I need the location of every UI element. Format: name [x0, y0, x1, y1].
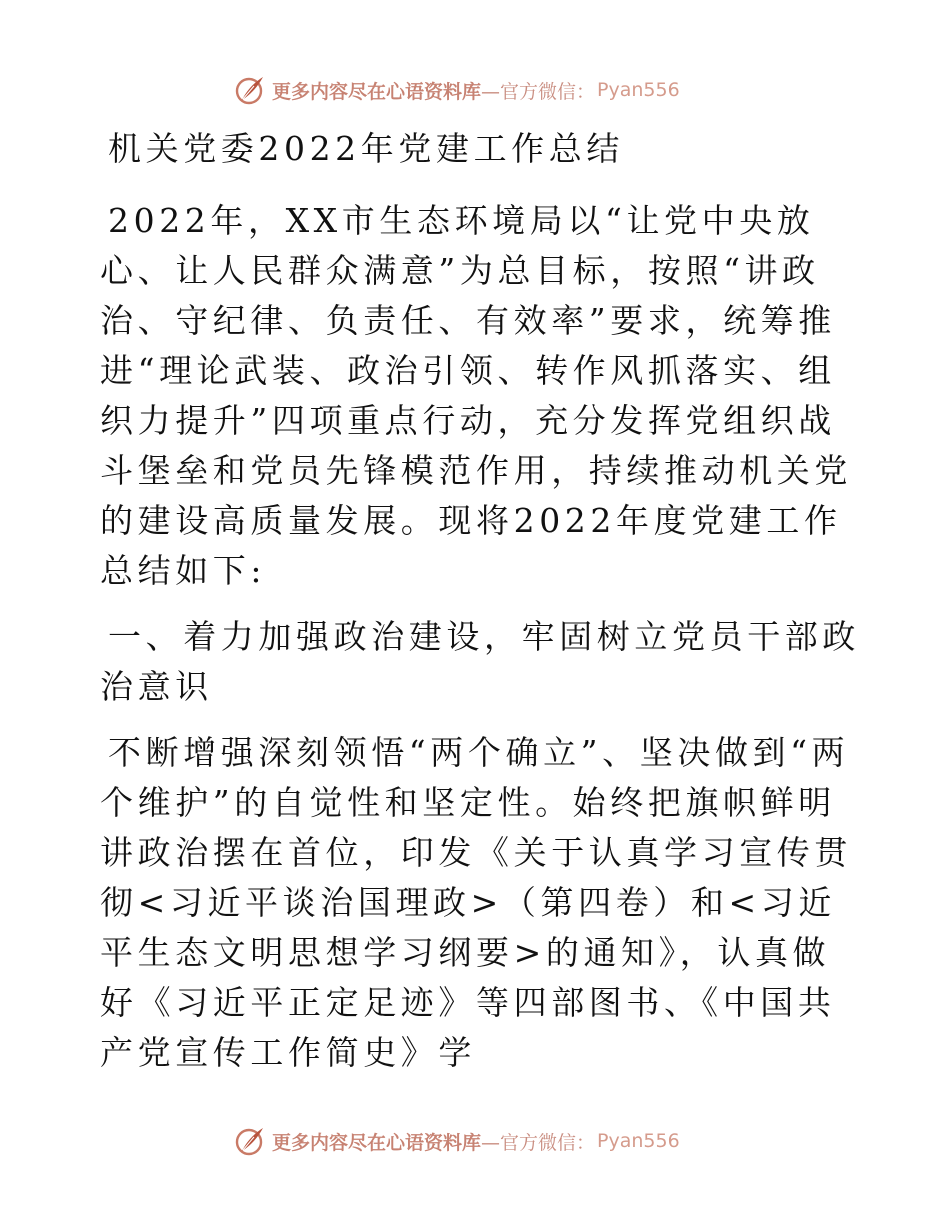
paragraph-section-1: 不断增强深刻领悟“两个确立”、坚决做到“两个维护”的自觉性和坚定性。始终把旗帜鲜明讲政治摆在首位，印发《关于认真学习宣传贯彻<习近平谈治国理政>（第四卷）和<习近平生态文明思想学习纲要>的通知》，认真做好《习近平正定足迹》等四部图书、《中国共产党宣传工作简史》学	[100, 733, 852, 1072]
watermark-main-text: 更多内容尽在心语资料库	[272, 80, 482, 103]
document-body	[100, 124, 860, 1078]
quill-circle-icon	[234, 74, 266, 106]
quill-circle-icon	[234, 1125, 266, 1157]
section-heading-1: 一、着力加强政治建设，牢固树立党员干部政治意识	[100, 617, 860, 706]
document-title: 机关党委2022年党建工作总结	[108, 129, 624, 168]
watermark-separator-text: —官方微信：	[481, 1131, 596, 1154]
watermark-main-text: 更多内容尽在心语资料库	[272, 1131, 482, 1154]
paragraph-intro: 2022年，XX市生态环境局以“让党中央放心、让人民群众满意”为总目标，按照“讲政治、守纪律、负责任、有效率”要求，统筹推进“理论武装、政治引领、转作风抓落实、组织力提升”四项重点行动，充分发挥党组织战斗堡垒和党员先锋模范作用，持续推动机关党的建设高质量发展。现将2022年度党建工作总结如下:	[100, 201, 852, 590]
watermark-account-text: Pyan556	[597, 1130, 680, 1152]
watermark-separator-text: —官方微信：	[481, 80, 596, 103]
watermark-account-text: Pyan556	[597, 79, 680, 101]
watermark-banner-top	[234, 72, 680, 108]
watermark-banner-bottom	[234, 1123, 680, 1159]
